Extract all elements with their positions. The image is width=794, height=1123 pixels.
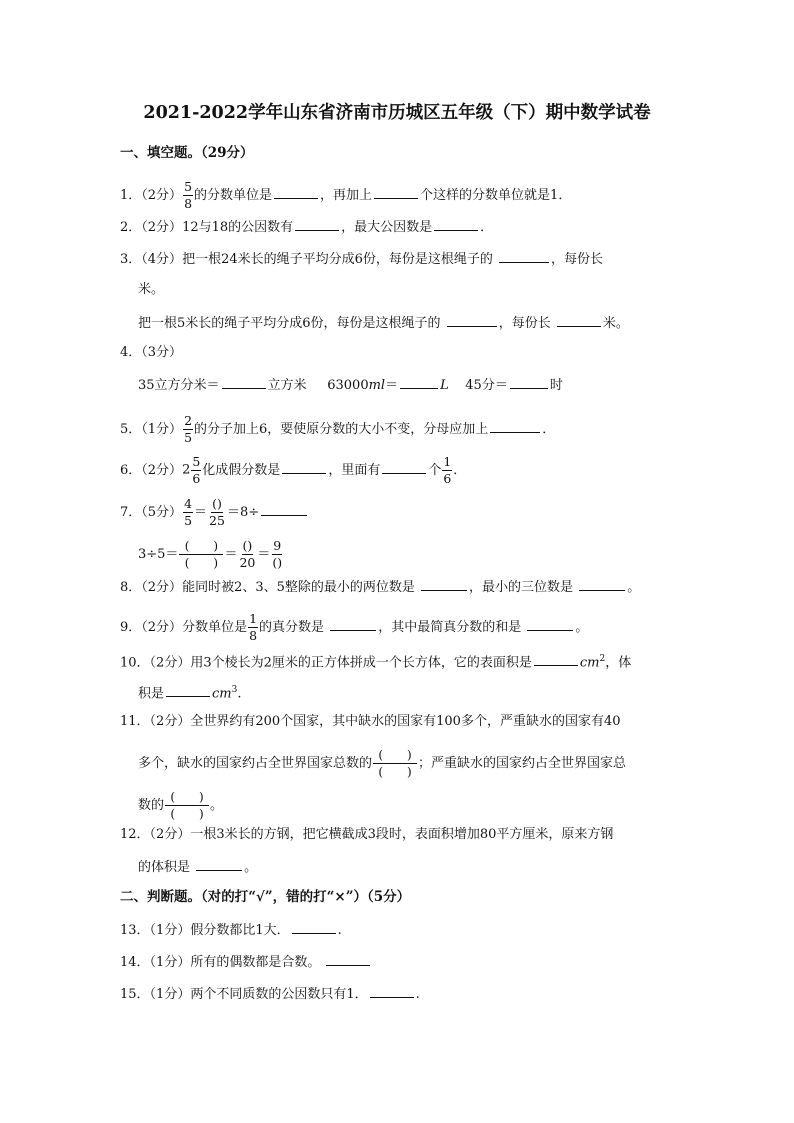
fraction: $\frac{( )}{( )}$	[373, 748, 417, 779]
fraction: $\frac{5}{6}$	[192, 454, 201, 486]
fraction: $\frac{1}{8}$	[249, 611, 258, 643]
question-4: 4．（3分）	[120, 345, 183, 360]
answer-blank[interactable]	[434, 217, 478, 231]
question-13: 13．（1分）假分数都比1大． .	[120, 920, 342, 940]
question-3-line-2: 米。	[138, 282, 165, 297]
question-10: 10．（2分）用3个棱长为2厘米的正方体拼成一个长方体，它的表面积是 $cm^2$，体	[120, 654, 632, 671]
answer-blank[interactable]	[527, 617, 573, 631]
answer-blank[interactable]	[282, 460, 326, 474]
answer-blank[interactable]	[534, 652, 578, 666]
question-7: 7．（5分） $\frac{4}{5}$ ＝ $\frac{()}{25}$ ＝8÷	[120, 497, 309, 528]
fraction: $\frac{9}{()}$	[272, 538, 283, 570]
answer-blank[interactable]	[261, 502, 307, 516]
fraction: $\frac{()}{20}$	[239, 538, 256, 570]
answer-blank[interactable]	[295, 217, 339, 231]
fraction: $\frac{5}{8}$	[184, 179, 193, 211]
question-5: 5．（1分） $\frac{2}{5}$ 的分子加上6，要使原分数的大小不变，分母应加上 ．	[120, 413, 556, 445]
page-title: 2021-2022学年山东省济南市历城区五年级（下）期中数学试卷	[143, 103, 651, 123]
question-6: 6．（2分）2 $\frac{5}{6}$ 化成假分数是 ，里面有 个 $\frac{1}{6}$ ．	[120, 454, 467, 486]
question-10-line-2: 积是 $cm^3$.	[138, 685, 242, 702]
answer-blank[interactable]	[370, 984, 414, 998]
question-11-line-2: 多个，缺水的国家约占全世界国家总数的 $\frac{( )}{( )}$ ；严重缺水的国家约占全世界国家总	[138, 748, 627, 779]
question-2: 2．（2分）12与18的公因数有 ，最大公因数是 ．	[120, 217, 493, 237]
answer-blank[interactable]	[196, 857, 242, 871]
question-11: 11．（2分）全世界约有200个国家，其中缺水的国家有100多个，严重缺水的国家有40	[120, 714, 621, 729]
fraction: $\frac{()}{25}$	[209, 496, 225, 528]
fraction: $\frac{4}{5}$	[184, 496, 193, 528]
question-12-line-2: 的体积是 。	[138, 857, 257, 877]
answer-blank[interactable]	[222, 375, 266, 389]
question-14: 14．（1分）所有的偶数都是合数。	[120, 952, 372, 972]
answer-blank[interactable]	[274, 185, 318, 199]
question-11-line-3: 数的 $\frac{( )}{( )}$ 。	[138, 790, 224, 821]
answer-blank[interactable]	[421, 577, 467, 591]
answer-blank[interactable]	[557, 313, 601, 327]
question-3: 3．（4分）把一根24米长的绳子平均分成6份，每份是这根绳子的 ，每份长	[120, 249, 603, 269]
fraction: $\frac{( )}{( )}$	[165, 790, 209, 821]
answer-blank[interactable]	[400, 375, 438, 389]
answer-blank[interactable]	[292, 920, 336, 934]
fraction: $\frac{2}{5}$	[184, 413, 193, 445]
answer-blank[interactable]	[490, 419, 540, 433]
answer-blank[interactable]	[510, 375, 548, 389]
answer-blank[interactable]	[579, 577, 625, 591]
fraction: $\frac{1}{6}$	[443, 454, 452, 486]
question-8: 8．（2分）能同时被2、3、5整除的最小的两位数是 ，最小的三位数是 。	[120, 577, 640, 597]
question-15: 15．（1分）两个不同质数的公因数只有1． .	[120, 984, 420, 1004]
question-7-line-2: 3÷5＝ $\frac{( )}{( )}$ ＝ $\frac{()}{20}$ ＝ $\frac{9}{()}$	[138, 538, 283, 570]
section-heading-true-false: 二、判断题。（对的打“√”，错的打“×”）（5分）	[120, 889, 411, 905]
question-12: 12．（2分）一根3米长的方钢，把它横截成3段时，表面积增加80平方厘米，原来方钢	[120, 827, 614, 842]
question-4-body: 35立方分米＝ 立方米 63000ml＝ L 45分＝ 时	[138, 375, 563, 395]
answer-blank[interactable]	[166, 683, 210, 697]
answer-blank[interactable]	[447, 313, 497, 327]
fraction: $\frac{( )}{( )}$	[179, 539, 223, 570]
answer-blank[interactable]	[499, 249, 549, 263]
question-score: （2分）	[141, 188, 183, 203]
question-9: 9．（2分）分数单位是 $\frac{1}{8}$ 的真分数是 ，其中最简真分数的和是 。	[120, 611, 589, 643]
answer-blank[interactable]	[326, 952, 370, 966]
question-3-line-3: 把一根5米长的绳子平均分成6份，每份是这根绳子的 ，每份长 米。	[138, 313, 629, 333]
answer-blank[interactable]	[382, 460, 426, 474]
answer-blank[interactable]	[330, 617, 376, 631]
question-number: 1．	[120, 188, 142, 203]
section-heading-fill-blank: 一、填空题。（29分）	[120, 145, 254, 161]
answer-blank[interactable]	[374, 185, 418, 199]
question-1: 1．（2分） $\frac{5}{8}$ 的分数单位是 ，再加上 个这样的分数单位就是1．	[120, 179, 572, 211]
